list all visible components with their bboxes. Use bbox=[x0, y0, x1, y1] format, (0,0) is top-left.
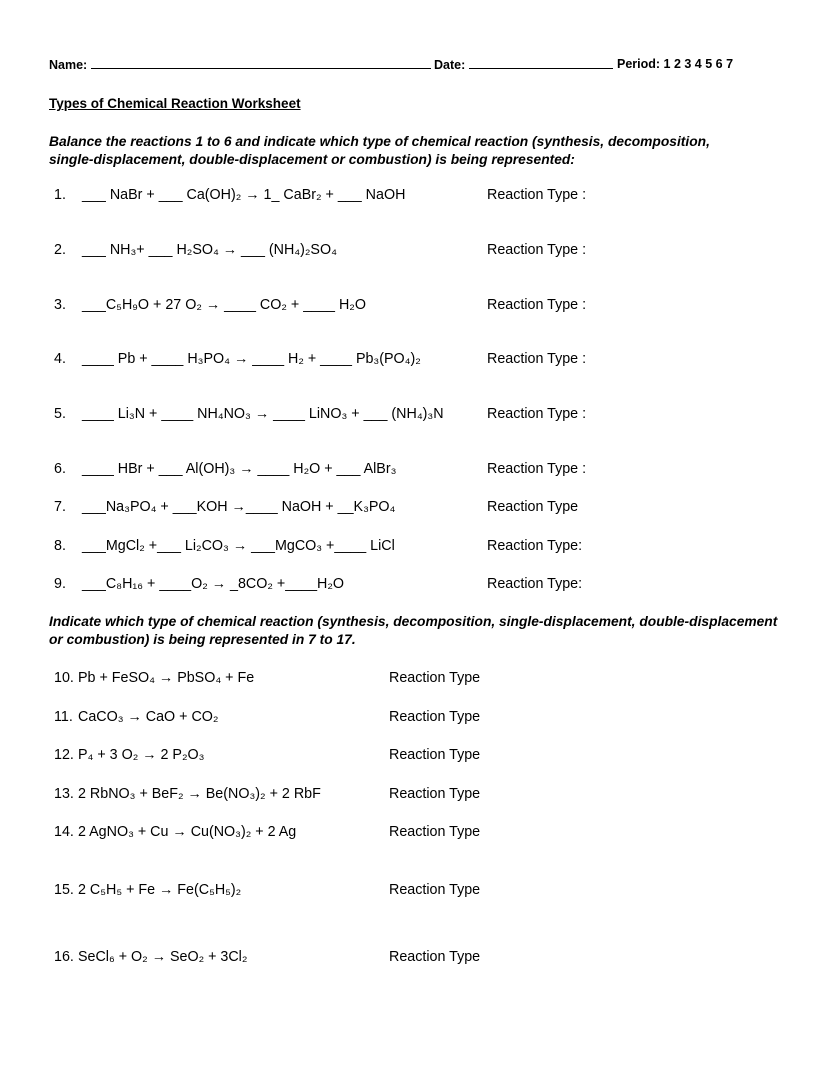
reaction-type-12: Reaction Type bbox=[389, 747, 481, 763]
problem-1: 1. ___ NaBr + ___ Ca(OH)₂ → 1_ CaBr₂ + ___ NaOH bbox=[54, 187, 406, 203]
problem-15: 15. 2 C₅H₅ + Fe → Fe(C₅H₅)₂ bbox=[54, 882, 242, 898]
period-label: Period: 1 2 3 4 5 6 7 bbox=[617, 57, 734, 71]
reaction-type-1: Reaction Type : bbox=[487, 187, 587, 203]
name-blank[interactable] bbox=[91, 57, 431, 69]
reaction-type-14: Reaction Type bbox=[389, 824, 481, 840]
problem-7: 7. ___Na₃PO₄ + ___KOH →____ NaOH + __K₃PO₄ bbox=[54, 499, 396, 515]
date-blank[interactable] bbox=[469, 57, 613, 69]
name-field[interactable] bbox=[49, 57, 431, 72]
date-label: Date: bbox=[434, 58, 466, 72]
reaction-type-2: Reaction Type : bbox=[487, 242, 587, 258]
problem-14: 14. 2 AgNO₃ + Cu → Cu(NO₃)₂ + 2 Ag bbox=[54, 824, 297, 840]
problem-6: 6. ____ HBr + ___ Al(OH)₃ → ____ H₂O + ___ AlBr₃ bbox=[54, 461, 397, 477]
problem-16: 16. SeCl₆ + O₂ → SeO₂ + 3Cl₂ bbox=[54, 949, 248, 965]
date-field[interactable] bbox=[434, 57, 613, 72]
reaction-type-3: Reaction Type : bbox=[487, 297, 587, 313]
reaction-type-6: Reaction Type : bbox=[487, 461, 587, 477]
instructions-balance: Balance the reactions 1 to 6 and indicate which type of chemical reaction (synthesis, decomposition, single-displacement, double-displacement or combustion) is being represented: bbox=[49, 134, 710, 167]
problem-12: 12. P₄ + 3 O₂ → 2 P₂O₃ bbox=[54, 747, 205, 763]
reaction-type-9: Reaction Type: bbox=[487, 576, 583, 592]
problem-3: 3. ___C₅H₉O + 27 O₂ → ____ CO₂ + ____ H₂O bbox=[54, 297, 366, 313]
problem-13: 13. 2 RbNO₃ + BeF₂ → Be(NO₃)₂ + 2 RbF bbox=[54, 786, 321, 802]
reaction-type-4: Reaction Type : bbox=[487, 351, 587, 367]
problem-10: 10. Pb + FeSO₄ → PbSO₄ + Fe bbox=[54, 670, 255, 686]
problem-4: 4. ____ Pb + ____ H₃PO₄ → ____ H₂ + ____ Pb₃(PO₄)₂ bbox=[54, 351, 421, 367]
reaction-type-15: Reaction Type bbox=[389, 882, 481, 898]
instructions-identify: Indicate which type of chemical reaction (synthesis, decomposition, single-displacement, double-displacement or combustion) is being represented in 7 to 17. bbox=[49, 614, 778, 647]
reaction-type-16: Reaction Type bbox=[389, 949, 481, 965]
problem-11: 11. CaCO₃ → CaO + CO₂ bbox=[54, 709, 219, 725]
reaction-type-11: Reaction Type bbox=[389, 709, 481, 725]
reaction-type-5: Reaction Type : bbox=[487, 406, 587, 422]
reaction-type-10: Reaction Type bbox=[389, 670, 481, 686]
reaction-type-13: Reaction Type bbox=[389, 786, 481, 802]
worksheet-title: Types of Chemical Reaction Worksheet bbox=[49, 96, 301, 111]
problem-5: 5. ____ Li₃N + ____ NH₄NO₃ → ____ LiNO₃ + ___ (NH₄)₃N bbox=[54, 406, 444, 422]
name-label: Name: bbox=[49, 58, 88, 72]
problem-2: 2. ___ NH₃+ ___ H₂SO₄ → ___ (NH₄)₂SO₄ bbox=[54, 242, 337, 258]
reaction-type-7: Reaction Type bbox=[487, 499, 579, 515]
problem-8: 8. ___MgCl₂ +___ Li₂CO₃ → ___MgCO₃ +____ LiCl bbox=[54, 538, 395, 554]
problem-9: 9. ___C₈H₁₆ + ____O₂ → _8CO₂ +____H₂O bbox=[54, 576, 345, 592]
reaction-type-8: Reaction Type: bbox=[487, 538, 583, 554]
